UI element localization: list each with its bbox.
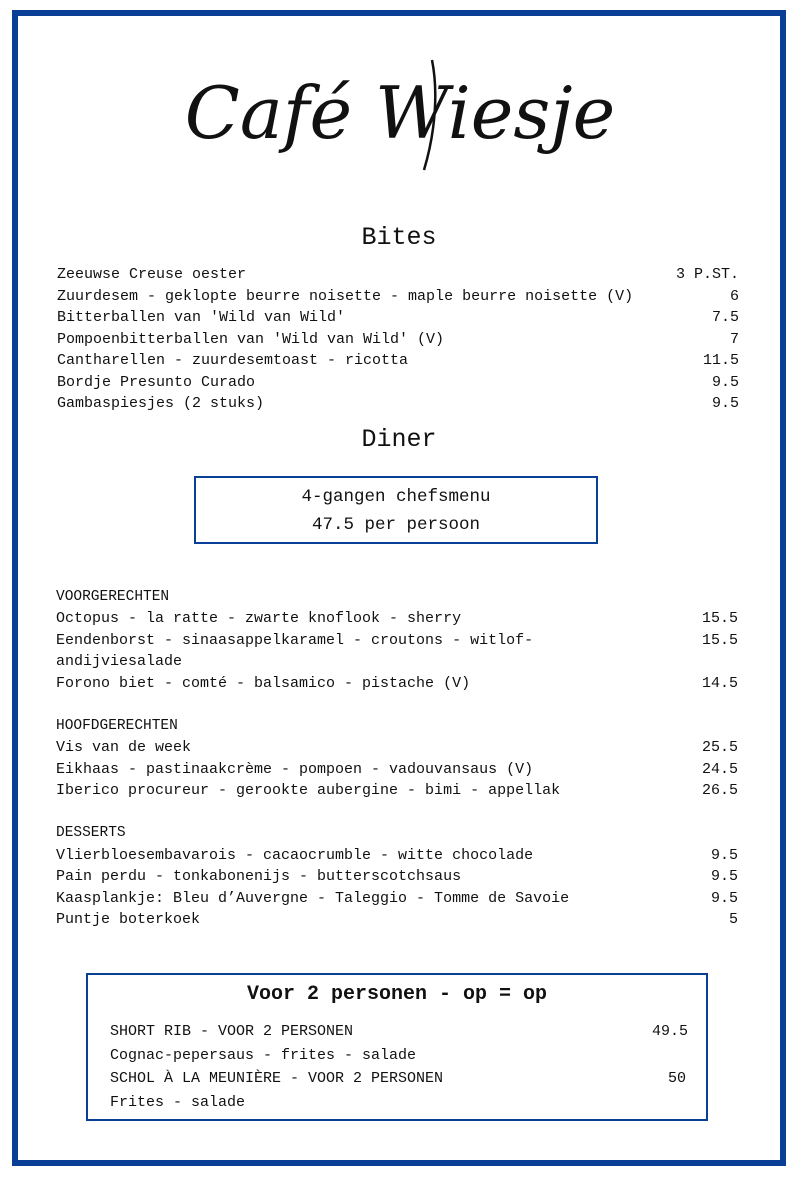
diner-title: Diner [361,425,437,454]
chefsmenu-price: 47.5 per persoon [311,515,481,535]
sharing-box: Voor 2 personen - op = op SHORT RIB - VOOR 2 PERSONEN 49.5 Cognac-pepersaus - frites - salade SCHOL À LA MEUNIÈRE - VOOR 2 PERSONEN 50 Frites - salade [86,973,708,1121]
chefsmenu-title: 4-gangen chefsmenu [301,487,491,507]
logo-text: Café Wiesje [184,71,616,155]
chefsmenu-box [194,476,598,544]
bites-title: Bites [361,223,437,252]
cafe-wiesje-logo [184,20,616,195]
desserts-title: DESSERTS [56,825,126,841]
hoofdgerechten-title: HOOFDGERECHTEN [56,718,178,734]
voorgerechten-title: VOORGERECHTEN [56,589,170,605]
sharing-title: Voor 2 personen - op = op [246,983,548,1006]
